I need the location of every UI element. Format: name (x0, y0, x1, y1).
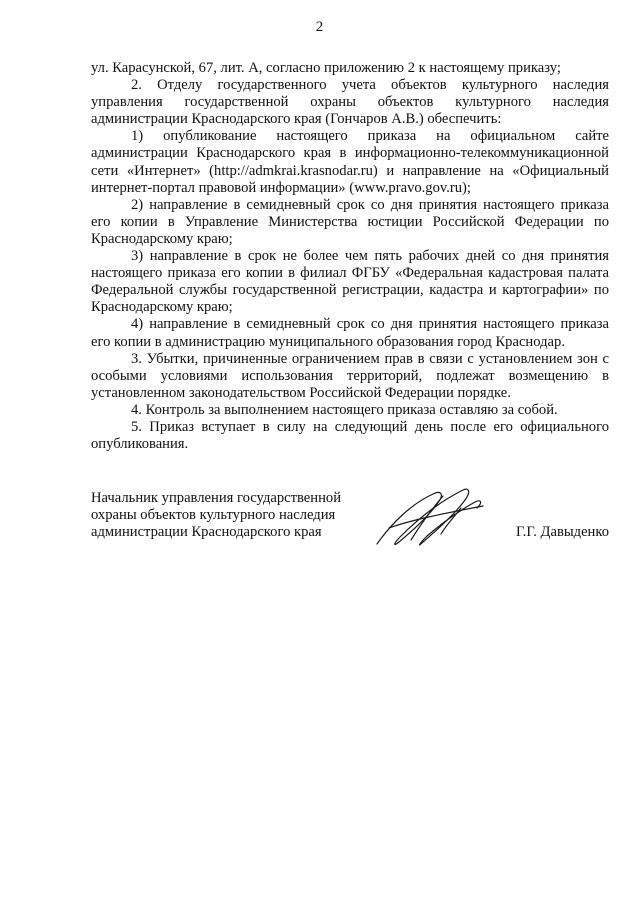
paragraph-item-4: 4. Контроль за выполнением настоящего приказа оставляю за собой. (131, 401, 558, 418)
paragraph-subitem-1: 1) опубликование настоящего приказа на официальном сайте администрации Краснодарского края в информационно-телекоммуникационной сети «Интернет» (http://admkrai.krasnodar.ru) и направление на «Официальный интернет-портал правовой информации» (www.pravo.gov.ru); (91, 128, 609, 196)
paragraph-address-continuation: ул. Карасунской, 67, лит. А, согласно приложению 2 к настоящему приказу; (91, 60, 561, 76)
paragraph-item-5: 5. Приказ вступает в силу на следующий день после его официального опубликования. (91, 418, 609, 453)
signer-title (91, 490, 371, 541)
signer-name: Г.Г. Давыденко (515, 524, 609, 540)
paragraph-subitem-2: 2) направление в семидневный срок со дня принятия настоящего приказа его копии в Управление Министерства юстиции Российской Федерации по Краснодарскому краю; (91, 196, 609, 247)
paragraph-subitem-4: 4) направление в семидневный срок со дня принятия настоящего приказа его копии в администрацию муниципального образования город Краснодар. (91, 316, 609, 350)
order-body-text (91, 60, 609, 453)
paragraph-item-2: 2. Отделу государственного учета объектов культурного наследия управления государственной охраны объектов культурного наследия администрации Краснодарского края (Гончаров А.В.) обеспечить: (91, 77, 609, 128)
signer-title-line: администрации Краснодарского края (91, 524, 322, 541)
signature-block (91, 490, 609, 560)
signer-title-line: Начальник управления государственной (91, 490, 342, 506)
signer-title-line: охраны объектов культурного наследия (91, 507, 336, 524)
paragraph-subitem-3: 3) направление в срок не более чем пять рабочих дней со дня принятия настоящего приказа его копии в филиал ФГБУ «Федеральная кадастровая палата Федеральной службы государственной регистрации, кадастра и картографии» по Краснодарскому краю; (91, 248, 609, 316)
paragraph-item-3: 3. Убытки, причиненные ограничением прав в связи с установлением зон с особыми условиями использования территорий, подлежат возмещению в установленном законодательством Российской Федерации порядке. (91, 350, 609, 401)
page-number: 2 (315, 19, 324, 35)
handwritten-signature (371, 484, 491, 556)
